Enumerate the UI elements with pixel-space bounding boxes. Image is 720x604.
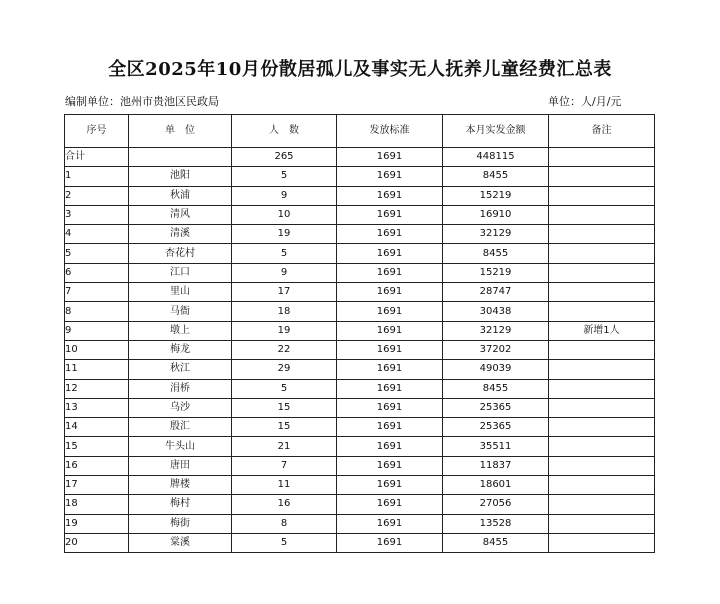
row-note <box>549 283 655 302</box>
row-count: 11 <box>232 476 337 495</box>
row-unit: 杏花村 <box>129 244 232 263</box>
row-no: 14 <box>65 418 129 437</box>
table-row <box>65 225 655 244</box>
row-note <box>549 476 655 495</box>
header-amount: 本月实发金额 <box>443 115 549 148</box>
row-amount: 8455 <box>443 244 549 263</box>
row-unit: 乌沙 <box>129 398 232 417</box>
row-amount: 18601 <box>443 476 549 495</box>
row-count: 19 <box>232 321 337 340</box>
row-amount: 15219 <box>443 186 549 205</box>
row-note <box>549 302 655 321</box>
row-count: 8 <box>232 514 337 533</box>
row-amount: 8455 <box>443 167 549 186</box>
row-count: 15 <box>232 398 337 417</box>
total-row <box>65 148 655 167</box>
row-standard: 1691 <box>337 302 443 321</box>
row-unit: 里山 <box>129 283 232 302</box>
row-no: 6 <box>65 263 129 282</box>
row-unit: 清风 <box>129 205 232 224</box>
row-standard: 1691 <box>337 456 443 475</box>
row-count: 7 <box>232 456 337 475</box>
total-note <box>549 148 655 167</box>
row-standard: 1691 <box>337 379 443 398</box>
row-standard: 1691 <box>337 437 443 456</box>
row-unit: 墩上 <box>129 321 232 340</box>
page-title: 全区2025年10月份散居孤儿及事实无人抚养儿童经费汇总表 <box>108 59 612 80</box>
row-standard: 1691 <box>337 514 443 533</box>
row-no: 2 <box>65 186 129 205</box>
row-count: 9 <box>232 186 337 205</box>
row-standard: 1691 <box>337 495 443 514</box>
row-note: 新增1人 <box>549 321 655 340</box>
row-amount: 8455 <box>443 533 549 552</box>
row-amount: 13528 <box>443 514 549 533</box>
compiler-label: 编制单位：池州市贵池区民政局 <box>65 95 219 108</box>
table-row <box>65 514 655 533</box>
row-no: 15 <box>65 437 129 456</box>
row-count: 22 <box>232 340 337 359</box>
row-amount: 11837 <box>443 456 549 475</box>
row-standard: 1691 <box>337 205 443 224</box>
table-row <box>65 398 655 417</box>
total-label: 合计 <box>65 148 129 167</box>
row-note <box>549 437 655 456</box>
table-row <box>65 167 655 186</box>
row-unit: 牛头山 <box>129 437 232 456</box>
row-no: 10 <box>65 340 129 359</box>
row-unit: 唐田 <box>129 456 232 475</box>
row-note <box>549 495 655 514</box>
row-note <box>549 263 655 282</box>
row-no: 16 <box>65 456 129 475</box>
row-no: 8 <box>65 302 129 321</box>
row-standard: 1691 <box>337 360 443 379</box>
row-amount: 8455 <box>443 379 549 398</box>
total-standard: 1691 <box>337 148 443 167</box>
table-row <box>65 379 655 398</box>
row-no: 12 <box>65 379 129 398</box>
row-unit: 清溪 <box>129 225 232 244</box>
row-amount: 30438 <box>443 302 549 321</box>
table-row <box>65 340 655 359</box>
row-count: 5 <box>232 379 337 398</box>
row-count: 5 <box>232 244 337 263</box>
row-unit: 涓桥 <box>129 379 232 398</box>
row-standard: 1691 <box>337 167 443 186</box>
row-note <box>549 379 655 398</box>
table-row <box>65 533 655 552</box>
header-note: 备注 <box>549 115 655 148</box>
row-standard: 1691 <box>337 321 443 340</box>
row-no: 18 <box>65 495 129 514</box>
row-standard: 1691 <box>337 263 443 282</box>
row-amount: 28747 <box>443 283 549 302</box>
table-row <box>65 244 655 263</box>
total-count: 265 <box>232 148 337 167</box>
table-row <box>65 283 655 302</box>
row-no: 9 <box>65 321 129 340</box>
row-no: 20 <box>65 533 129 552</box>
row-amount: 32129 <box>443 225 549 244</box>
header-row <box>65 115 655 148</box>
table-row <box>65 495 655 514</box>
table-row <box>65 321 655 340</box>
row-amount: 15219 <box>443 263 549 282</box>
row-note <box>549 398 655 417</box>
table-row <box>65 205 655 224</box>
row-unit: 殷汇 <box>129 418 232 437</box>
table-row <box>65 437 655 456</box>
row-no: 19 <box>65 514 129 533</box>
table-row <box>65 302 655 321</box>
row-count: 19 <box>232 225 337 244</box>
row-unit: 秋江 <box>129 360 232 379</box>
row-amount: 25365 <box>443 418 549 437</box>
row-note <box>549 340 655 359</box>
row-standard: 1691 <box>337 418 443 437</box>
row-amount: 35511 <box>443 437 549 456</box>
row-note <box>549 186 655 205</box>
table-row <box>65 263 655 282</box>
row-unit: 秋浦 <box>129 186 232 205</box>
row-no: 17 <box>65 476 129 495</box>
row-standard: 1691 <box>337 186 443 205</box>
row-count: 9 <box>232 263 337 282</box>
row-standard: 1691 <box>337 340 443 359</box>
row-note <box>549 244 655 263</box>
row-note <box>549 418 655 437</box>
header-unit: 单 位 <box>129 115 232 148</box>
row-amount: 16910 <box>443 205 549 224</box>
row-standard: 1691 <box>337 398 443 417</box>
row-count: 21 <box>232 437 337 456</box>
row-no: 4 <box>65 225 129 244</box>
row-standard: 1691 <box>337 283 443 302</box>
row-standard: 1691 <box>337 476 443 495</box>
row-no: 7 <box>65 283 129 302</box>
row-unit: 梅村 <box>129 495 232 514</box>
row-unit: 梅龙 <box>129 340 232 359</box>
total-unit <box>129 148 232 167</box>
row-note <box>549 514 655 533</box>
row-count: 5 <box>232 167 337 186</box>
row-note <box>549 456 655 475</box>
row-note <box>549 225 655 244</box>
table-row <box>65 186 655 205</box>
row-no: 11 <box>65 360 129 379</box>
row-note <box>549 205 655 224</box>
row-unit: 江口 <box>129 263 232 282</box>
header-standard: 发放标准 <box>337 115 443 148</box>
header-count: 人 数 <box>232 115 337 148</box>
row-no: 1 <box>65 167 129 186</box>
row-count: 15 <box>232 418 337 437</box>
unit-label: 单位：人/月/元 <box>548 95 622 108</box>
row-standard: 1691 <box>337 533 443 552</box>
row-amount: 25365 <box>443 398 549 417</box>
row-amount: 32129 <box>443 321 549 340</box>
row-note <box>549 360 655 379</box>
row-unit: 棠溪 <box>129 533 232 552</box>
row-unit: 马衙 <box>129 302 232 321</box>
row-no: 13 <box>65 398 129 417</box>
table-row <box>65 360 655 379</box>
row-count: 10 <box>232 205 337 224</box>
row-note <box>549 167 655 186</box>
row-standard: 1691 <box>337 225 443 244</box>
row-no: 5 <box>65 244 129 263</box>
row-count: 18 <box>232 302 337 321</box>
row-count: 29 <box>232 360 337 379</box>
row-amount: 27056 <box>443 495 549 514</box>
summary-table <box>64 114 655 553</box>
row-unit: 梅街 <box>129 514 232 533</box>
table-row <box>65 456 655 475</box>
row-count: 5 <box>232 533 337 552</box>
row-standard: 1691 <box>337 244 443 263</box>
row-count: 16 <box>232 495 337 514</box>
row-no: 3 <box>65 205 129 224</box>
table-row <box>65 418 655 437</box>
row-amount: 49039 <box>443 360 549 379</box>
row-unit: 池阳 <box>129 167 232 186</box>
row-unit: 牌楼 <box>129 476 232 495</box>
table-row <box>65 476 655 495</box>
row-note <box>549 533 655 552</box>
row-amount: 37202 <box>443 340 549 359</box>
header-no: 序号 <box>65 115 129 148</box>
total-amount: 448115 <box>443 148 549 167</box>
row-count: 17 <box>232 283 337 302</box>
